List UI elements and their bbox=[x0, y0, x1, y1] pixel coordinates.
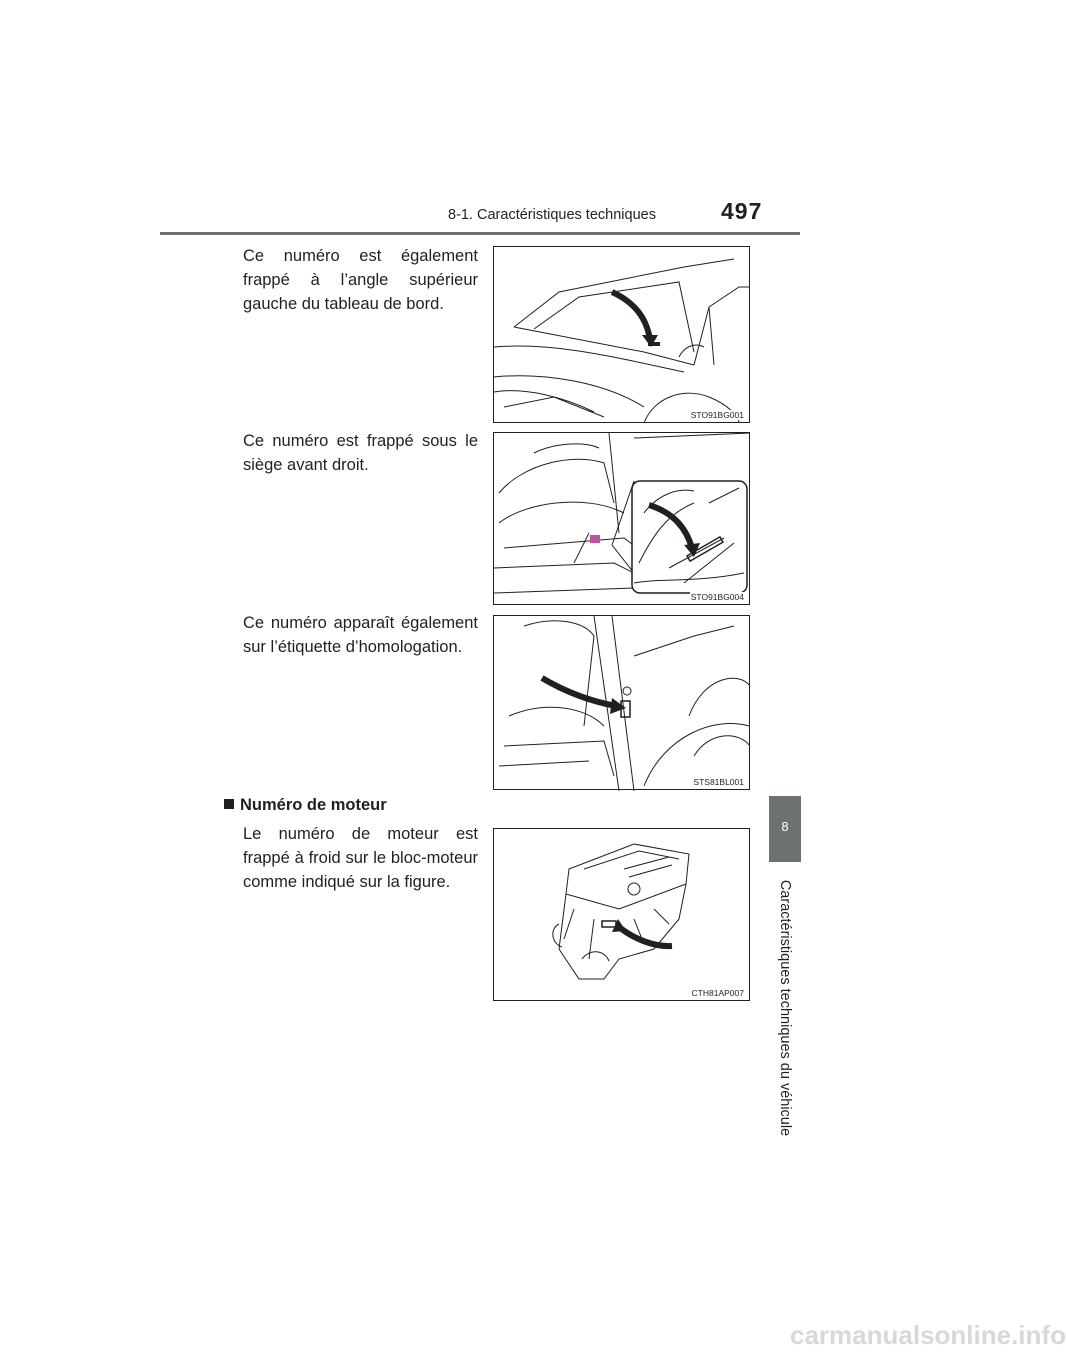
chapter-tab[interactable] bbox=[769, 796, 801, 862]
front-seat-illustration bbox=[494, 433, 751, 606]
text-line: frappé à froid sur le bloc-moteur bbox=[243, 849, 478, 867]
text-line: Ce numéro est également bbox=[243, 247, 478, 265]
text-line: frappé à l’angle supérieur bbox=[243, 271, 478, 289]
watermark: carmanualsonline.info bbox=[790, 1320, 1066, 1350]
text-line: gauche du tableau de bord. bbox=[243, 295, 444, 313]
chapter-label: Caractéristiques techniques du véhicule bbox=[777, 879, 793, 1137]
section-title: 8-1. Caractéristiques techniques bbox=[448, 207, 656, 223]
figure-seat-vin bbox=[493, 432, 750, 605]
engine-block-illustration bbox=[494, 829, 751, 1002]
section-heading-engine-number bbox=[224, 796, 387, 815]
header-divider bbox=[160, 232, 800, 235]
text-line: Ce numéro apparaît également bbox=[243, 614, 478, 632]
text-line: siège avant droit. bbox=[243, 456, 369, 474]
figure-engine-number bbox=[493, 828, 750, 1001]
text-line: Le numéro de moteur est bbox=[243, 825, 478, 843]
text-line: sur l’étiquette d’homologation. bbox=[243, 638, 463, 656]
paragraph-dashboard-vin bbox=[243, 244, 478, 316]
figure-code: STO91BG001 bbox=[690, 410, 744, 420]
figure-code: CTH81AP007 bbox=[691, 988, 744, 998]
figure-label-vin bbox=[493, 615, 750, 790]
door-pillar-illustration bbox=[494, 616, 751, 791]
text-line: Ce numéro est frappé sous le bbox=[243, 432, 478, 450]
text-line: comme indiqué sur la figure. bbox=[243, 873, 451, 891]
figure-dashboard-vin bbox=[493, 246, 750, 423]
figure-code: STO91BG004 bbox=[690, 592, 744, 602]
car-front-illustration bbox=[494, 247, 751, 424]
paragraph-seat-vin bbox=[243, 429, 478, 477]
heading-text: Numéro de moteur bbox=[240, 796, 387, 814]
figure-code: STS81BL001 bbox=[693, 777, 744, 787]
page-number: 497 bbox=[721, 198, 763, 224]
chapter-number: 8 bbox=[781, 819, 789, 834]
paragraph-label-vin bbox=[243, 611, 478, 659]
paragraph-engine-number bbox=[243, 822, 478, 894]
square-bullet-icon bbox=[224, 799, 234, 809]
